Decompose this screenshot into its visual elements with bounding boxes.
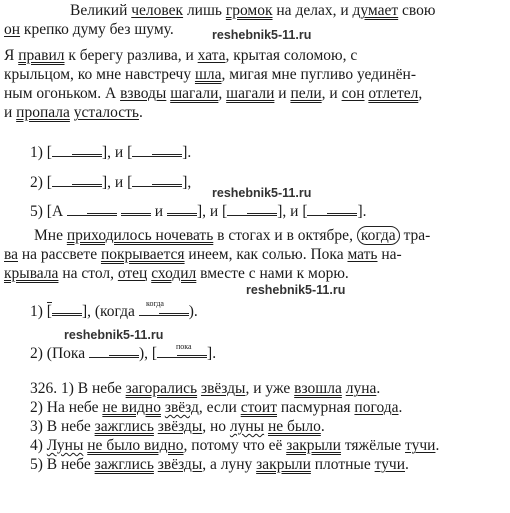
watermark: reshebnik5-11.ru [64, 328, 164, 342]
watermark: reshebnik5-11.ru [212, 28, 312, 42]
scheme-4-note: когда [146, 299, 164, 308]
p2-line1: Я правил к берегу разлива, и хата, крытая соломою, с [4, 47, 358, 64]
p2-line4: и пропала усталость. [4, 104, 143, 121]
watermark: reshebnik5-11.ru [246, 283, 346, 297]
scheme-3: 5) [А и ], и [ ], и [ ]. [30, 203, 367, 220]
p3-line1: Мне приходилось ночевать в стогах и в октябре, когда тра- [34, 227, 431, 244]
ex326-line4: 4) Луны не было видно, потому что её закрыли тяжёлые тучи. [30, 437, 440, 454]
p3-line3: крывала на стол, отец сходил вместе с нами к морю. [4, 265, 349, 282]
ex326-line3: 3) В небе зажглись звёзды, но луны не было. [30, 418, 325, 435]
watermark: reshebnik5-11.ru [212, 186, 312, 200]
ex326-line2: 2) На небе не видно звёзд, если стоит пасмурная погода. [30, 399, 403, 416]
p1-line2: он крепко думу без шуму. [4, 21, 174, 38]
p2-line3: ным огоньком. А взводы шагали, шагали и пели, и сон отлетел, [4, 85, 423, 102]
p2-line2: крыльцом, ко мне навстречу шла, мигая мне пугливо уединён- [4, 66, 416, 83]
scheme-2: 2) [ ], и [ ], [30, 174, 192, 191]
scheme-4: 1) [ ], (когда ). [30, 303, 198, 320]
scheme-5: 2) (Пока ), [ ]. [30, 345, 217, 362]
p1-line1: Великий человек лишь громок на делах, и думает свою [70, 2, 436, 19]
ex326-line1: 326. 1) В небе загорались звёзды, и уже взошла луна. [30, 380, 381, 397]
ex326-line5: 5) В небе зажглись звёзды, а луну закрыли плотные тучи. [30, 456, 409, 473]
p3-line2: ва на рассвете покрывается инеем, как солью. Пока мать на- [4, 246, 402, 263]
scheme-5-note: пока [176, 342, 192, 351]
scheme-1: 1) [ ], и [ ]. [30, 144, 192, 161]
